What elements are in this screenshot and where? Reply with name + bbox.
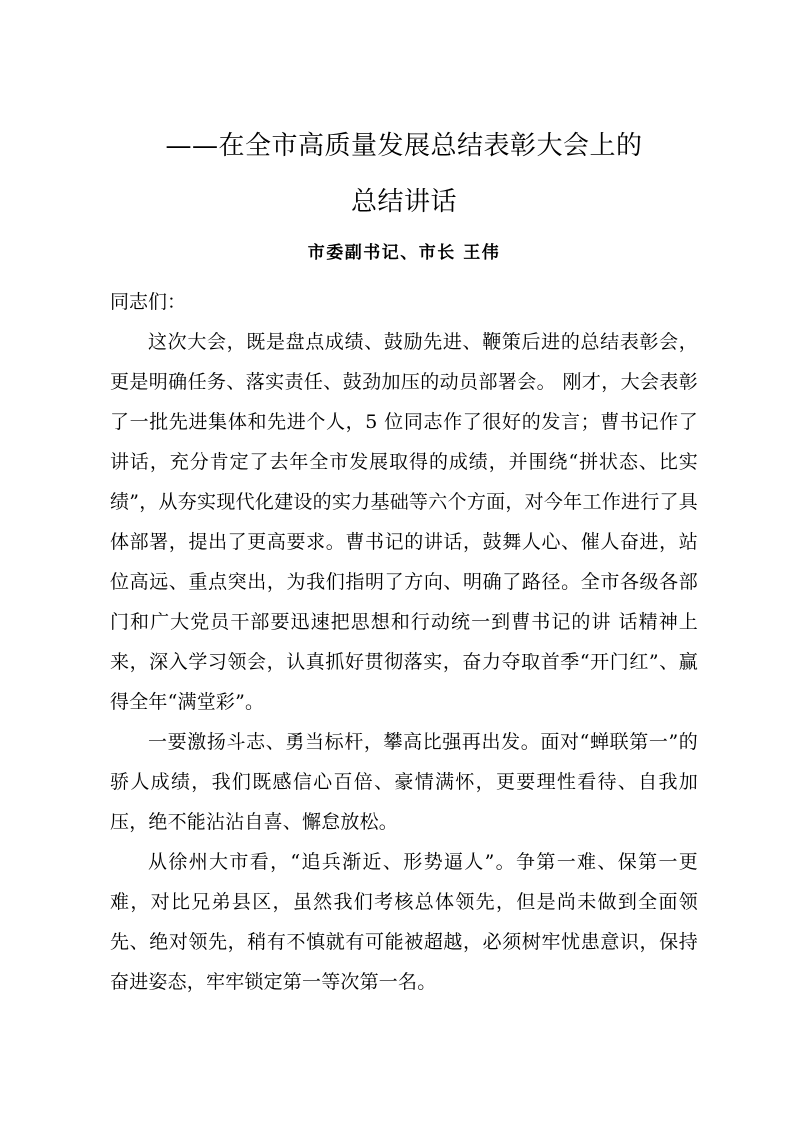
- page-title: [110, 118, 698, 230]
- document-byline: 市委副书记、市长 王伟: [307, 243, 501, 263]
- body-paragraph-1: 这次大会，既是盘点成绩、鼓励先进、鞭策后进的总结表彰会，更是明确任务、落实责任、鼓劲加压的动员部署会。 刚才，大会表彰了一批先进集体和先进个人，5 位同志作了很好的发言；曹书记作了讲话，充分肯定了去年全市发展取得的成绩，并围绕“拼状态、比实绩”，从夯实现代化建设的实力基础等六个方面，对今年工作进行了具体部署，提出了更高要求。曹书记的讲话，鼓舞人心、催人奋进，站位高远、重点突出，为我们指明了方向、明确了路径。全市各级各部门和广大党员干部要迅速把思想和行动统一到曹书记的讲 话精神上来，深入学习领会，认真抓好贯彻落实，奋力夺取首季“开门红”、赢得全年“满堂彩”。: [110, 331, 698, 713]
- body-paragraph-2: 一要激扬斗志、勇当标杆，攀高比强再出发。面对“蝉联第一”的骄人成绩，我们既感信心百倍、豪情满怀，更要理性看待、自我加压，绝不能沾沾自喜、懈怠放松。: [110, 731, 698, 833]
- title-line-1: ——在全市高质量发展总结表彰大会上的: [165, 131, 643, 161]
- title-line-2: 总结讲话: [350, 187, 457, 217]
- salutation: 同志们：: [110, 291, 187, 313]
- body-paragraph-3: 从徐州大市看，“追兵渐近、形势逼人”。争第一难、保第一更难，对比兄弟县区，虽然我们考核总体领先，但是尚未做到全面领先、绝对领先，稍有不慎就有可能被超越，必须树牢忧患意识，保持奋进姿态，牢牢锁定第一等次第一名。: [110, 851, 698, 993]
